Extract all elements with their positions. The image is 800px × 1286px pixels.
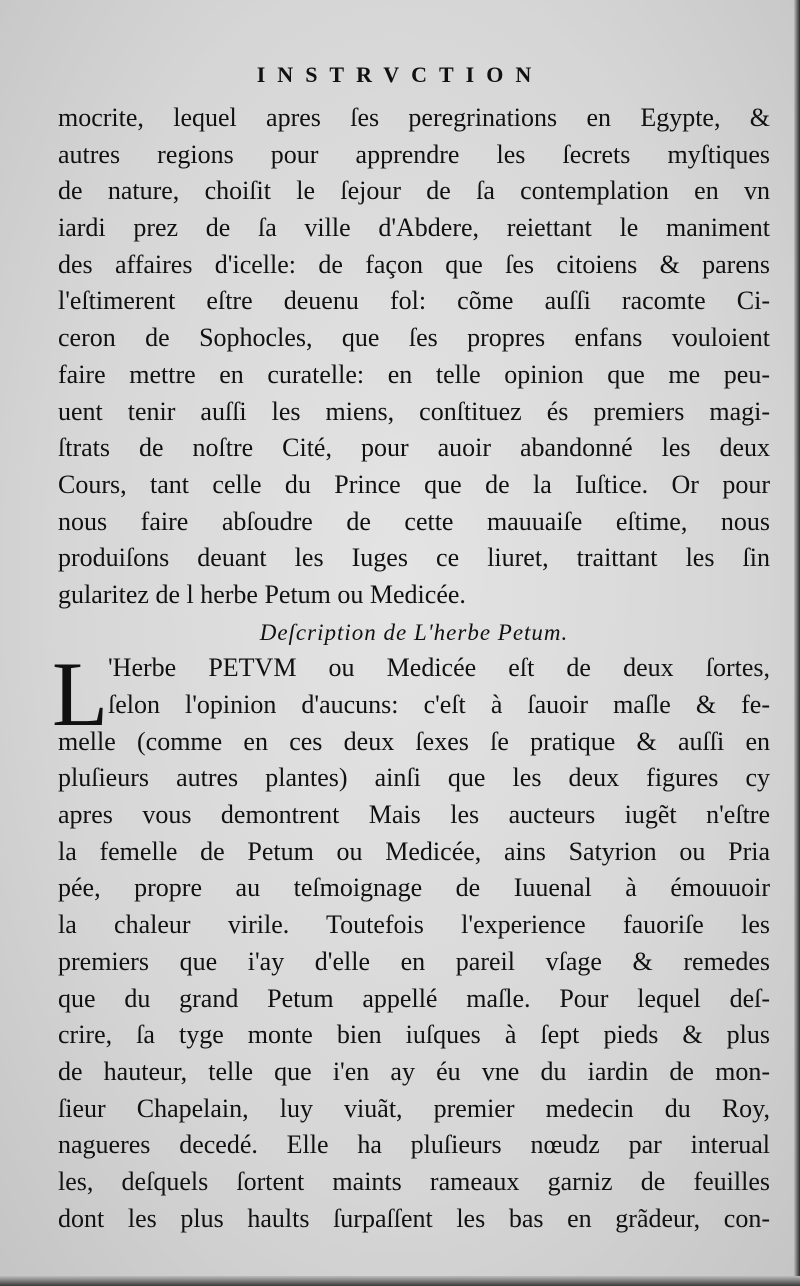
text-line: ſelon l'opinion d'aucuns: c'eſt à ſauoir maſle & fe- <box>108 690 770 719</box>
section-heading: Deſcription de L'herbe Petum. <box>259 619 569 645</box>
drop-cap: L <box>52 643 109 746</box>
page-edge-shadow <box>794 0 800 1286</box>
text-line: pée, propre au teſmoignage de Iuuenal à émouuoir <box>58 873 770 903</box>
paragraph-2 <box>52 643 770 1237</box>
text-line: mocrite, lequel apres ſes peregrinations en Egypte, & <box>58 103 770 132</box>
text-line: produiſons deuant les Iuges ce liuret, traittant les ſin <box>58 543 770 573</box>
text-line: ceron de Sophocles, que ſes propres enfans vouloient <box>58 323 770 353</box>
text-line: autres regions pour apprendre les ſecrets myſtiques <box>58 139 770 169</box>
text-line: ſieur Chapelain, luy viuãt, premier medecin du Roy, <box>58 1093 770 1123</box>
text-line: de hauteur, telle que i'en ay éu vne du iardin de mon- <box>58 1056 770 1086</box>
text-line: 'Herbe PETVM ou Medicée eſt de deux ſortes, <box>108 653 770 683</box>
text-line: uent tenir auſſi les miens, conſtituez és premiers magi- <box>58 396 770 426</box>
text-line: l'eſtimerent eſtre deuenu fol: cõme auſſi racomte Ci- <box>58 286 770 316</box>
text-line: melle (comme en ces deux ſexes ſe pratique & auſſi en <box>58 726 770 756</box>
text-line: la femelle de Petum ou Medicée, ains Satyrion ou Pria <box>58 836 770 866</box>
text-line: apres vous demontrent Mais les aucteurs iugẽt n'eſtre <box>58 800 770 830</box>
text-line: des affaires d'icelle: de façon que ſes citoiens & parens <box>58 249 770 279</box>
text-line: la chaleur virile. Toutefois l'experience fauoriſe les <box>58 910 770 940</box>
text-line: gularitez de l herbe Petum ou Medicée. <box>58 579 466 609</box>
text-line: iardi prez de ſa ville d'Abdere, reiettant le maniment <box>58 213 770 243</box>
paragraph-1 <box>58 100 770 614</box>
text-line: que du grand Petum appellé maſle. Pour lequel deſ- <box>58 983 770 1013</box>
text-line: premiers que i'ay d'elle en pareil vſage & remedes <box>58 946 770 976</box>
page-bottom-shadow <box>0 1276 800 1286</box>
text-block <box>52 100 770 1237</box>
text-line: nous faire abſoudre de cette mauuaiſe eſtime, nous <box>58 506 770 536</box>
text-line: les, deſquels ſortent maints rameaux garniz de feuilles <box>58 1166 770 1196</box>
text-line: pluſieurs autres plantes) ainſi que les deux figures cy <box>58 763 770 793</box>
text-line: dont les plus haults ſurpaſſent les bas en grãdeur, con- <box>58 1203 770 1233</box>
text-line: Cours, tant celle du Prince que de la Iuſtice. Or pour <box>58 469 770 499</box>
text-line: de nature, choiſit le ſejour de ſa contemplation en vn <box>58 176 770 206</box>
text-line: ſtrats de noſtre Cité, pour auoir abandonné les deux <box>58 433 770 463</box>
text-line: crire, ſa tyge monte bien iuſques à ſept pieds & plus <box>58 1020 770 1050</box>
running-head: INSTRVCTION <box>256 62 544 87</box>
text-line: faire mettre en curatelle: en telle opinion que me peu- <box>58 359 770 389</box>
text-line: nagueres decedé. Elle ha pluſieurs nœudz par interual <box>58 1130 770 1160</box>
